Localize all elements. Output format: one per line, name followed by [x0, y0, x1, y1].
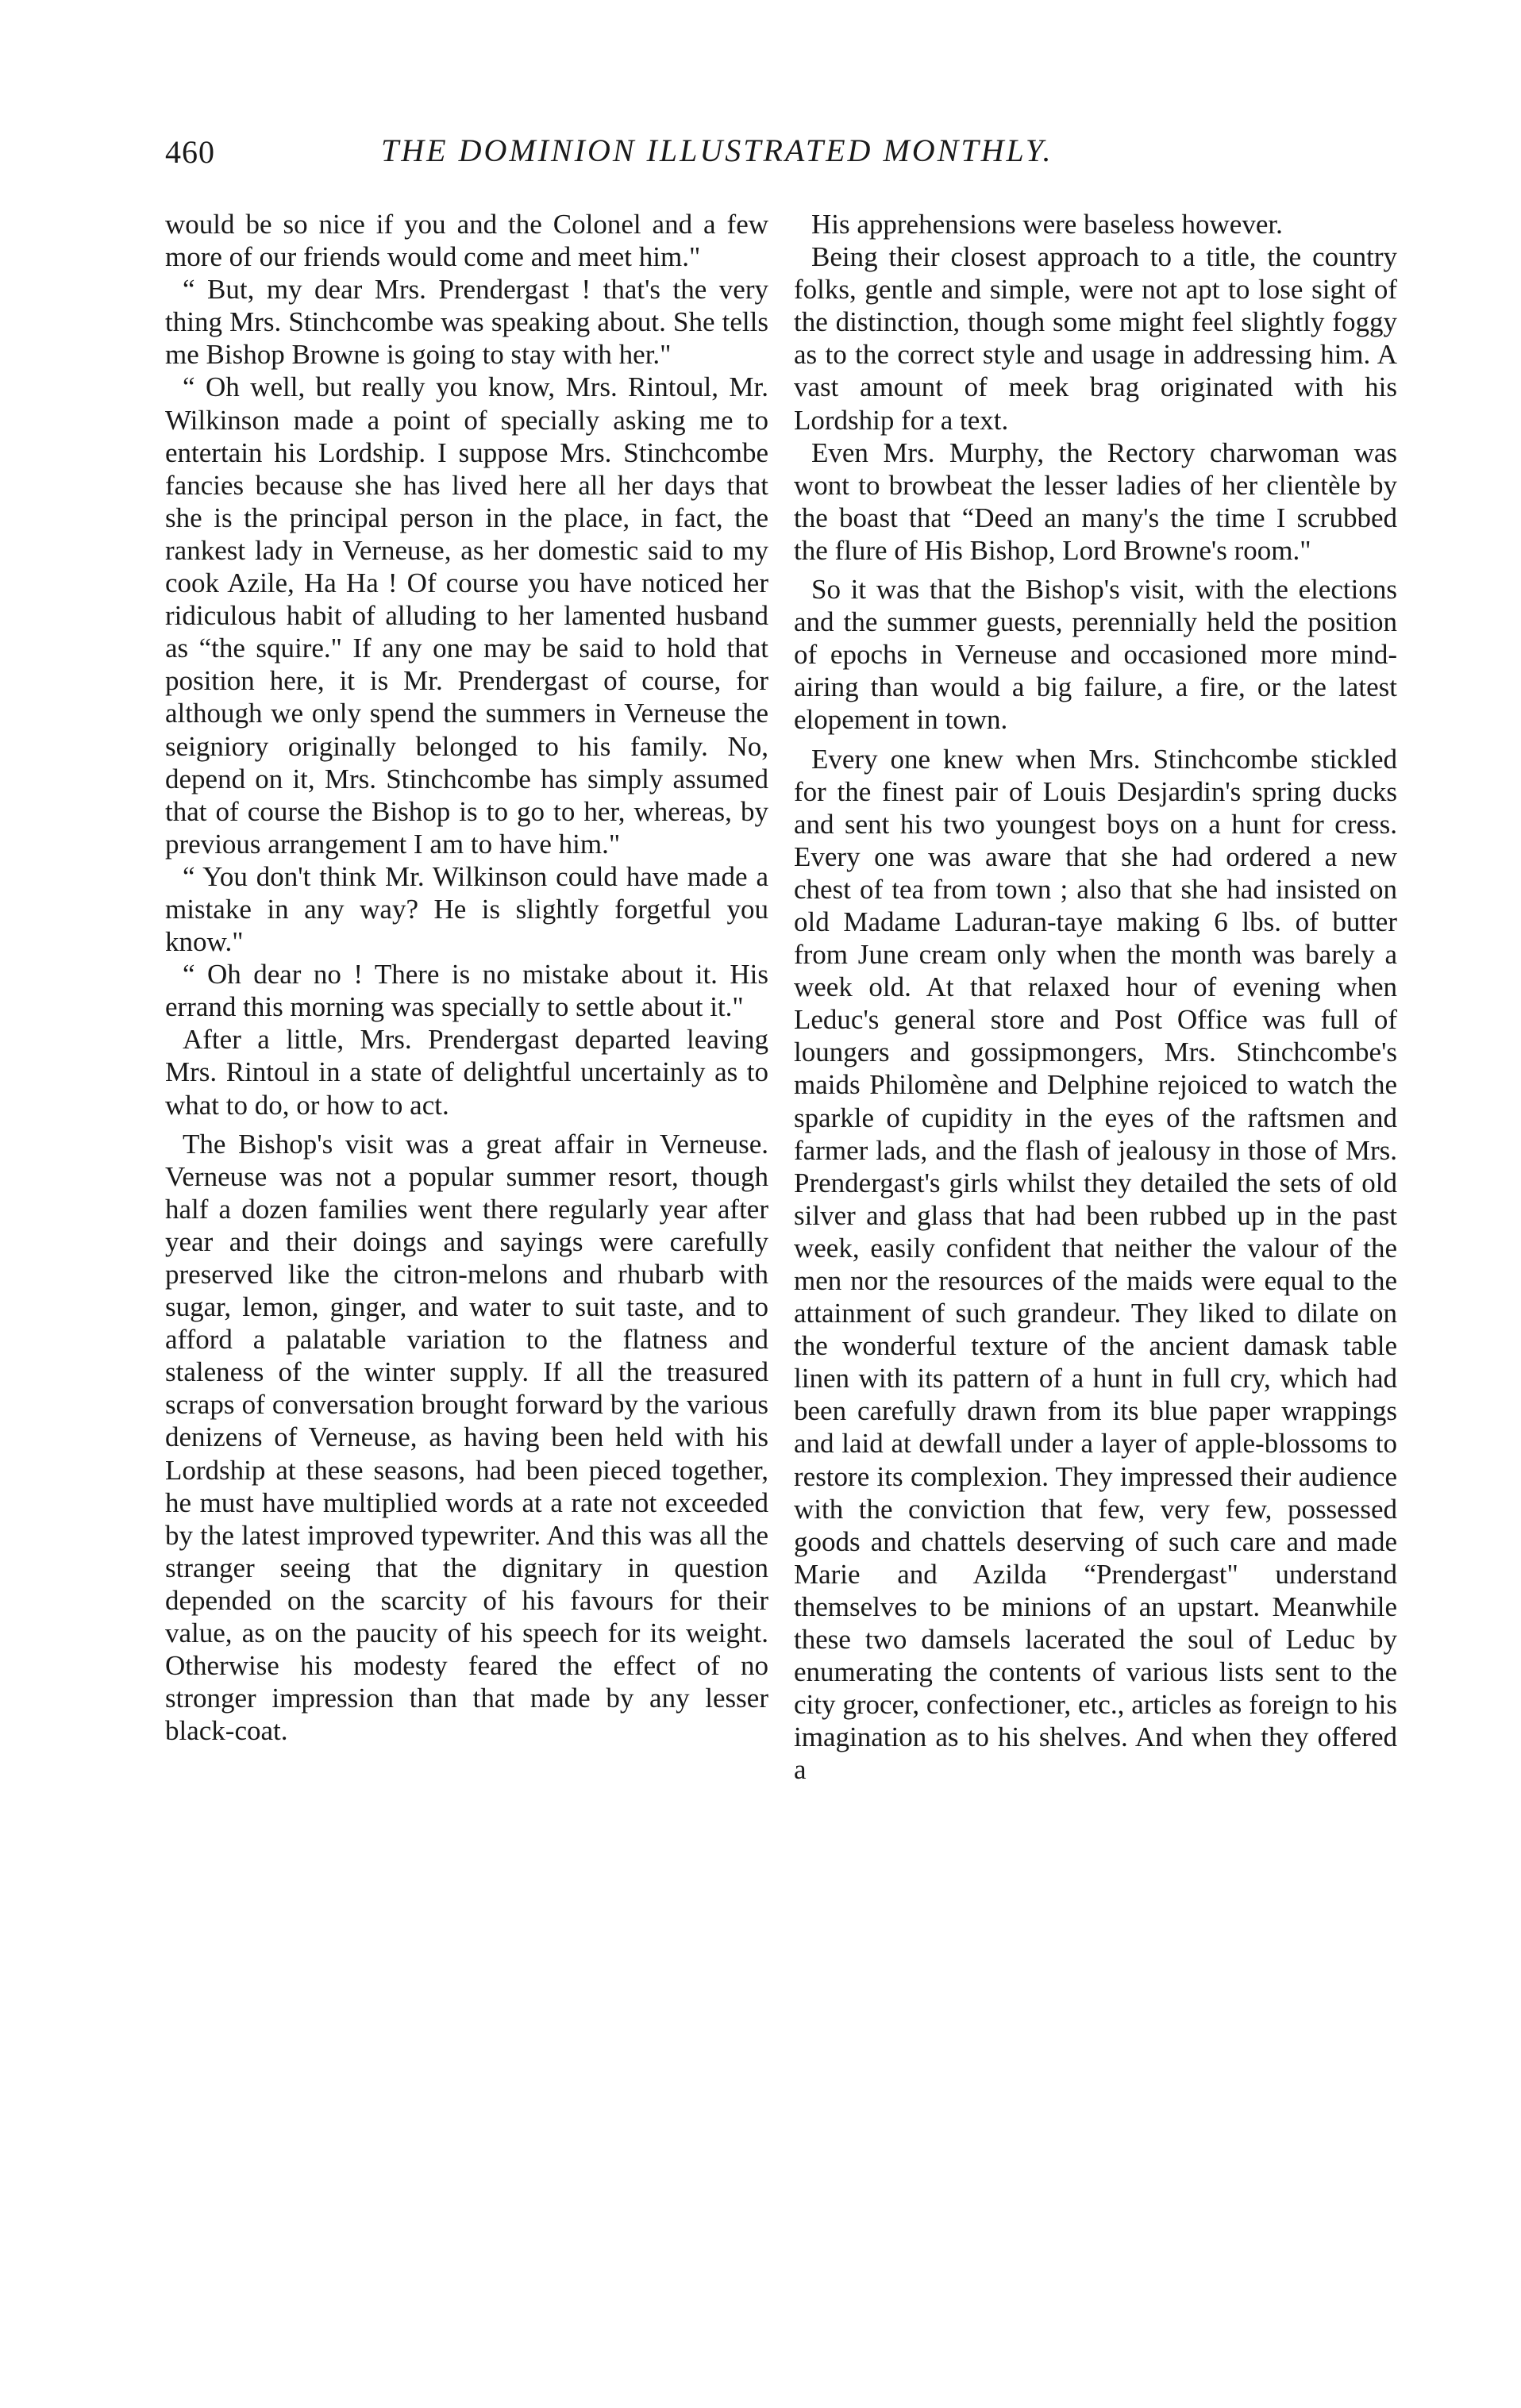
- left-column: [165, 208, 768, 1747]
- paragraph: “ But, my dear Mrs. Prendergast ! that's the very thing Mrs. Stinchcombe was speaking about. She tells me Bishop Browne is going to stay with her.": [165, 274, 768, 371]
- paragraph: would be so nice if you and the Colonel and a few more of our friends would come and meet him.": [165, 209, 768, 273]
- right-column: [794, 208, 1397, 1787]
- running-title: THE DOMINION ILLUSTRATED MONTHLY.: [381, 133, 1053, 168]
- paragraph: “ Oh dear no ! There is no mistake about it. His errand this morning was specially to settle about it.": [165, 959, 768, 1023]
- paragraph: Every one knew when Mrs. Stinchcombe stickled for the finest pair of Louis Desjardin's spring ducks and sent his two youngest boys on a hunt for cress. Every one was aware that she had ordered a new chest of tea from town ; also that she had insisted on old Madame Laduran-taye making 6 lbs. of butter from June cream only when the month was barely a week old. At that relaxed hour of evening when Leduc's general store and Post Office was full of loungers and gossipmongers, Mrs. Stinchcombe's maids Philomène and Delphine rejoiced to watch the sparkle of cupidity in the eyes of the raftsmen and farmer lads, and the flash of jealousy in those of Mrs. Prendergast's girls whilst they detailed the sets of old silver and glass that had been rubbed up in the past week, easily confident that neither the valour of the men nor the resources of the maids were equal to the attainment of such grandeur. They liked to dilate on the wonderful texture of the ancient damask table linen with its pattern of a hunt in full cry, which had been carefully drawn from its blue paper wrappings and laid at dewfall under a layer of apple-blossoms to restore its complexion. They impressed their audience with the conviction that few, very few, possessed goods and chattels deserving of such care and made Marie and Azilda “Prendergast" understand themselves to be minions of an upstart. Meanwhile these two damsels lacerated the soul of Leduc by enumerating the contents of various lists sent to the city grocer, confectioner, etc., articles as foreign to his imagination as to his shelves. And when they offered a: [794, 743, 1397, 1786]
- paragraph: “ You don't think Mr. Wilkinson could have made a mistake in any way? He is slightly forgetful you know.": [165, 860, 768, 958]
- paragraph: Being their closest approach to a title, the country folks, gentle and simple, were not apt to lose sight of the distinction, though some might feel slightly foggy as to the correct style and usage in addressing him. A vast amount of meek brag originated with his Lordship for a text.: [794, 241, 1397, 436]
- paragraph: His apprehensions were baseless however.: [811, 209, 1283, 240]
- paragraph: So it was that the Bishop's visit, with the elections and the summer guests, perennially held the position of epochs in Verneuse and occasioned more mind-airing than would a big failure, a fire, or the latest elopement in town.: [794, 574, 1397, 736]
- paragraph: Even Mrs. Murphy, the Rectory charwoman was wont to browbeat the lesser ladies of her clientèle by the boast that “Deed an many's the time I scrubbed the flure of His Bishop, Lord Browne's room.": [794, 437, 1397, 566]
- paragraph: “ Oh well, but really you know, Mrs. Rintoul, Mr. Wilkinson made a point of specially asking me to entertain his Lordship. I suppose Mrs. Stinchcombe fancies because she has lived here all her days that she is the principal person in the place, in fact, the rankest lady in Verneuse, as her domestic said to my cook Azile, Ha Ha ! Of course you have noticed her ridiculous habit of alluding to her lamented husband as “the squire." If any one may be said to hold that position here, it is Mr. Prendergast of course, for although we only spend the summers in Verneuse the seigniory originally belonged to his family. No, depend on it, Mrs. Stinchcombe has simply assumed that of course the Bishop is to go to her, whereas, by previous arrangement I am to have him.": [165, 371, 768, 860]
- paragraph: After a little, Mrs. Prendergast departed leaving Mrs. Rintoul in a state of delightful uncertainly as to what to do, or how to act.: [165, 1024, 768, 1121]
- page-number: 460: [165, 134, 215, 170]
- paragraph: The Bishop's visit was a great affair in Verneuse. Verneuse was not a popular summer resort, though half a dozen families went there regularly year after year and their doings and sayings were carefully preserved like the citron-melons and rhubarb with sugar, lemon, ginger, and water to suit taste, and to afford a palatable variation to the flatness and staleness of the winter supply. If all the treasured scraps of conversation brought forward by the various denizens of Verneuse, as having been held with his Lordship at these seasons, had been pieced together, he must have multiplied words at a rate not exceeded by the latest improved typewriter. And this was all the stranger seeing that the dignitary in question depended on the scarcity of his favours for their value, as on the paucity of his speech for its weight. Otherwise his modesty feared the effect of no stronger impression than that made by any lesser black-coat.: [165, 1128, 768, 1747]
